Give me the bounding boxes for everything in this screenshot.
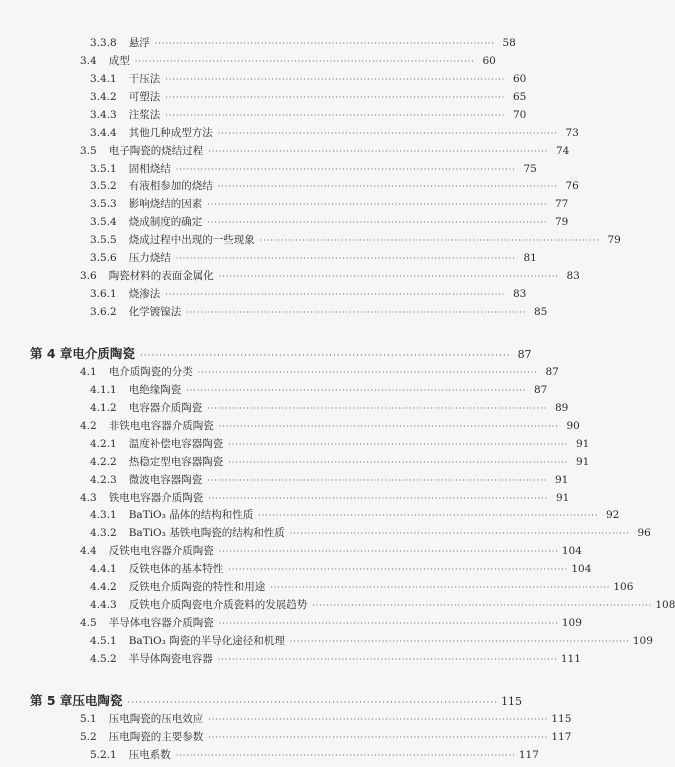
entry-title: 非铁电电容器介质陶瓷 bbox=[108, 420, 214, 432]
entry-page: 91 bbox=[575, 456, 590, 468]
entry-number: 3.4.3 bbox=[90, 109, 117, 121]
entry-number: 3.4.1 bbox=[90, 73, 117, 85]
toc-entry-4-4-1 bbox=[90, 562, 592, 577]
entry-title: 注浆法 bbox=[128, 109, 161, 121]
chapter-title: 压电陶瓷 bbox=[72, 693, 123, 708]
dot-leader: ································································································ bbox=[217, 182, 558, 191]
entry-page: 104 bbox=[561, 545, 582, 557]
entry-title: 固相烧结 bbox=[128, 163, 171, 175]
dot-leader: ································································································ bbox=[127, 698, 499, 708]
dot-leader: ································································································ bbox=[228, 440, 569, 449]
entry-number: 3.5.4 bbox=[90, 216, 117, 228]
dot-leader: ································································································ bbox=[208, 147, 549, 156]
entry-page: 75 bbox=[523, 163, 537, 175]
entry-title: 反铁电介质陶瓷电介质瓷料的发展趋势 bbox=[128, 599, 308, 611]
toc-entry-3-4-4 bbox=[90, 126, 579, 141]
toc-entry-4-3 bbox=[80, 491, 570, 506]
entry-title: 压电系数 bbox=[128, 749, 171, 761]
entry-page: 77 bbox=[554, 198, 569, 210]
entry-number: 4.2 bbox=[80, 420, 97, 432]
toc-entry-3-3-8 bbox=[90, 36, 516, 51]
entry-page: 92 bbox=[605, 509, 620, 521]
entry-title: 成型 bbox=[108, 55, 130, 67]
entry-title: 反铁电介质陶瓷的特性和用途 bbox=[128, 581, 266, 593]
entry-page: 117 bbox=[551, 731, 572, 743]
entry-page: 115 bbox=[501, 695, 523, 708]
entry-page: 87 bbox=[517, 348, 532, 361]
dot-leader: ································································································ bbox=[289, 637, 630, 646]
entry-page: 90 bbox=[566, 420, 580, 432]
entry-title: 影响烧结的因素 bbox=[128, 198, 203, 210]
dot-leader: ································································································ bbox=[218, 619, 559, 628]
entry-page: 74 bbox=[555, 145, 570, 157]
entry-page: 109 bbox=[561, 617, 582, 629]
entry-title: 电绝缘陶瓷 bbox=[128, 384, 182, 396]
entry-number: 3.5.6 bbox=[90, 252, 117, 264]
dot-leader: ································································································ bbox=[207, 218, 548, 227]
dot-leader: ································································································ bbox=[165, 75, 506, 84]
toc-entry-3-5-3 bbox=[90, 197, 569, 212]
entry-title: 压电陶瓷的主要参数 bbox=[108, 731, 204, 743]
entry-number: 3.6.2 bbox=[90, 306, 117, 318]
entry-title: 烧成制度的确定 bbox=[128, 216, 203, 228]
entry-title: BaTiO₃ 晶体的结构和性质 bbox=[128, 509, 254, 521]
dot-leader: ································································································ bbox=[218, 272, 559, 281]
entry-title: 电子陶瓷的烧结过程 bbox=[108, 145, 204, 157]
dot-leader: ································································································ bbox=[154, 39, 495, 48]
entry-page: 83 bbox=[566, 270, 580, 282]
entry-page: 89 bbox=[554, 402, 569, 414]
entry-title: 电容器介质陶瓷 bbox=[128, 402, 203, 414]
entry-page: 91 bbox=[554, 474, 569, 486]
toc-entry-3-5-5 bbox=[90, 233, 621, 248]
entry-number: 4.2.1 bbox=[90, 438, 117, 450]
entry-page: 83 bbox=[512, 288, 527, 300]
entry-number: 4.5.1 bbox=[90, 635, 117, 647]
entry-page: 60 bbox=[512, 73, 527, 85]
dot-leader: ································································································ bbox=[207, 476, 548, 485]
entry-number: 4.2.3 bbox=[90, 474, 117, 486]
entry-page: 109 bbox=[632, 635, 653, 647]
entry-number: 3.4.2 bbox=[90, 91, 117, 103]
dot-leader: ································································································ bbox=[208, 733, 549, 742]
entry-number: 4.1 bbox=[80, 366, 97, 378]
toc-entry-4-2 bbox=[80, 419, 580, 434]
entry-number: 3.5.1 bbox=[90, 163, 117, 175]
entry-title: 电介质陶瓷的分类 bbox=[108, 366, 193, 378]
dot-leader: ································································································ bbox=[175, 165, 516, 174]
dot-leader: ································································································ bbox=[207, 200, 548, 209]
toc-entry-3-5-4 bbox=[90, 215, 569, 230]
entry-number: 5.2.1 bbox=[90, 749, 117, 761]
dot-leader: ································································································ bbox=[208, 494, 549, 503]
entry-title: 反铁电电容器介质陶瓷 bbox=[108, 545, 214, 557]
toc-entry-4-4 bbox=[80, 544, 582, 559]
entry-title: 陶瓷材料的表面金属化 bbox=[108, 270, 214, 282]
entry-title: 压电陶瓷的压电效应 bbox=[108, 713, 204, 725]
dot-leader: ································································································ bbox=[258, 511, 599, 520]
entry-title: 干压法 bbox=[128, 73, 161, 85]
entry-number: 3.5.3 bbox=[90, 198, 117, 210]
dot-leader: ································································································ bbox=[218, 547, 559, 556]
entry-number: 3.6.1 bbox=[90, 288, 117, 300]
chapter-title: 电介质陶瓷 bbox=[72, 346, 135, 361]
entry-page: 111 bbox=[560, 653, 581, 665]
entry-number: 4.3.2 bbox=[90, 527, 117, 539]
entry-title: BaTiO₃ 基铁电陶瓷的结构和性质 bbox=[128, 527, 285, 539]
entry-title: 压力烧结 bbox=[128, 252, 171, 264]
entry-page: 70 bbox=[512, 109, 527, 121]
entry-number: 3.5.2 bbox=[90, 180, 117, 192]
entry-number: 5.1 bbox=[80, 713, 97, 725]
entry-page: 87 bbox=[545, 366, 559, 378]
entry-number: 4.2.2 bbox=[90, 456, 117, 468]
dot-leader: ································································································ bbox=[270, 583, 611, 592]
toc-entry-3-5-6 bbox=[90, 251, 537, 266]
dot-leader: ································································································ bbox=[228, 565, 569, 574]
entry-title: 微波电容器陶瓷 bbox=[128, 474, 203, 486]
toc-entry-3-6-2 bbox=[90, 305, 548, 320]
toc-entry-4-2-1 bbox=[90, 437, 590, 452]
entry-page: 60 bbox=[482, 55, 496, 67]
entry-number: 3.3.8 bbox=[90, 37, 117, 49]
dot-leader: ································································································ bbox=[175, 254, 516, 263]
dot-leader: ································································································ bbox=[134, 57, 475, 66]
dot-leader: ································································································ bbox=[312, 601, 653, 610]
toc-entry-5-2 bbox=[80, 730, 572, 745]
toc-entry-3-4-1 bbox=[90, 72, 527, 87]
entry-number: 4.1.2 bbox=[90, 402, 117, 414]
entry-page: 108 bbox=[655, 599, 675, 611]
toc-entry-4-4-3 bbox=[90, 598, 675, 613]
toc-entry-4-3-2 bbox=[90, 526, 651, 541]
toc-entry-4-4-2 bbox=[90, 580, 634, 595]
entry-page: 73 bbox=[565, 127, 579, 139]
entry-number: 4.4.3 bbox=[90, 599, 117, 611]
dot-leader: ································································································ bbox=[175, 751, 516, 760]
entry-title: 温度补偿电容器陶瓷 bbox=[128, 438, 224, 450]
entry-page: 58 bbox=[502, 37, 516, 49]
toc-entry-4-1-1 bbox=[90, 383, 548, 398]
entry-page: 106 bbox=[613, 581, 634, 593]
entry-title: 有液相参加的烧结 bbox=[128, 180, 213, 192]
entry-number: 4.5.2 bbox=[90, 653, 117, 665]
entry-number: 4.4 bbox=[80, 545, 97, 557]
toc-chapter-5 bbox=[30, 693, 523, 711]
entry-page: 85 bbox=[533, 306, 548, 318]
entry-title: 化学镀镍法 bbox=[128, 306, 182, 318]
entry-title: 半导体电容器介质陶瓷 bbox=[108, 617, 214, 629]
entry-title: 烧成过程中出现的一些现象 bbox=[128, 234, 255, 246]
entry-number: 4.1.1 bbox=[90, 384, 117, 396]
dot-leader: ································································································ bbox=[207, 404, 548, 413]
dot-leader: ································································································ bbox=[186, 386, 527, 395]
dot-leader: ································································································ bbox=[165, 290, 506, 299]
entry-page: 104 bbox=[571, 563, 592, 575]
entry-number: 3.4.4 bbox=[90, 127, 117, 139]
toc-entry-4-1 bbox=[80, 365, 559, 380]
entry-number: 4.5 bbox=[80, 617, 97, 629]
entry-number: 4.4.2 bbox=[90, 581, 117, 593]
toc-entry-3-5-1 bbox=[90, 162, 537, 177]
entry-page: 76 bbox=[565, 180, 579, 192]
entry-page: 96 bbox=[637, 527, 651, 539]
toc-entry-5-2-1 bbox=[90, 748, 539, 763]
toc-entry-4-2-3 bbox=[90, 473, 569, 488]
entry-page: 65 bbox=[512, 91, 527, 103]
dot-leader: ································································································ bbox=[165, 93, 506, 102]
entry-number: 3.4 bbox=[80, 55, 97, 67]
toc-entry-4-5-1 bbox=[90, 634, 653, 649]
entry-page: 81 bbox=[523, 252, 537, 264]
entry-page: 79 bbox=[554, 216, 569, 228]
toc-entry-4-5-2 bbox=[90, 652, 581, 667]
entry-number: 4.3.1 bbox=[90, 509, 117, 521]
toc-entry-4-3-1 bbox=[90, 508, 620, 523]
entry-title: 铁电电容器介质陶瓷 bbox=[108, 492, 204, 504]
toc-entry-3-4 bbox=[80, 54, 496, 69]
entry-title: 其他几种成型方法 bbox=[128, 127, 213, 139]
chapter-number: 第 5 章 bbox=[30, 693, 73, 708]
entry-number: 3.5 bbox=[80, 145, 97, 157]
entry-number: 4.3 bbox=[80, 492, 97, 504]
entry-title: 烧渗法 bbox=[128, 288, 161, 300]
dot-leader: ································································································ bbox=[165, 111, 506, 120]
entry-title: 反铁电体的基本特性 bbox=[128, 563, 224, 575]
entry-page: 87 bbox=[533, 384, 548, 396]
dot-leader: ································································································ bbox=[217, 655, 558, 664]
dot-leader: ································································································ bbox=[139, 351, 511, 361]
toc-entry-4-5 bbox=[80, 616, 582, 631]
entry-number: 3.5.5 bbox=[90, 234, 117, 246]
dot-leader: ································································································ bbox=[259, 236, 600, 245]
entry-page: 79 bbox=[607, 234, 621, 246]
entry-title: BaTiO₃ 陶瓷的半导化途径和机理 bbox=[128, 635, 285, 647]
toc-entry-3-4-3 bbox=[90, 108, 527, 123]
entry-title: 可塑法 bbox=[128, 91, 161, 103]
entry-title: 半导体陶瓷电容器 bbox=[128, 653, 213, 665]
entry-page: 115 bbox=[551, 713, 572, 725]
toc-entry-3-6 bbox=[80, 269, 580, 284]
toc-entry-3-4-2 bbox=[90, 90, 527, 105]
entry-number: 3.6 bbox=[80, 270, 97, 282]
dot-leader: ································································································ bbox=[186, 308, 527, 317]
toc-entry-4-1-2 bbox=[90, 401, 569, 416]
dot-leader: ································································································ bbox=[208, 715, 549, 724]
entry-page: 91 bbox=[575, 438, 590, 450]
entry-number: 5.2 bbox=[80, 731, 97, 743]
entry-page: 117 bbox=[518, 749, 539, 761]
dot-leader: ································································································ bbox=[228, 458, 569, 467]
toc-entry-5-1 bbox=[80, 712, 572, 727]
toc-entry-3-5 bbox=[80, 144, 570, 159]
dot-leader: ································································································ bbox=[217, 129, 558, 138]
dot-leader: ································································································ bbox=[197, 368, 538, 377]
entry-title: 热稳定型电容器陶瓷 bbox=[128, 456, 224, 468]
entry-page: 91 bbox=[555, 492, 570, 504]
toc-entry-4-2-2 bbox=[90, 455, 590, 470]
entry-title: 悬浮 bbox=[128, 37, 150, 49]
chapter-number: 第 4 章 bbox=[30, 346, 73, 361]
dot-leader: ································································································ bbox=[289, 529, 630, 538]
dot-leader: ································································································ bbox=[218, 422, 559, 431]
toc-entry-3-6-1 bbox=[90, 287, 527, 302]
toc-entry-3-5-2 bbox=[90, 179, 579, 194]
entry-number: 4.4.1 bbox=[90, 563, 117, 575]
toc-chapter-4 bbox=[30, 346, 532, 364]
